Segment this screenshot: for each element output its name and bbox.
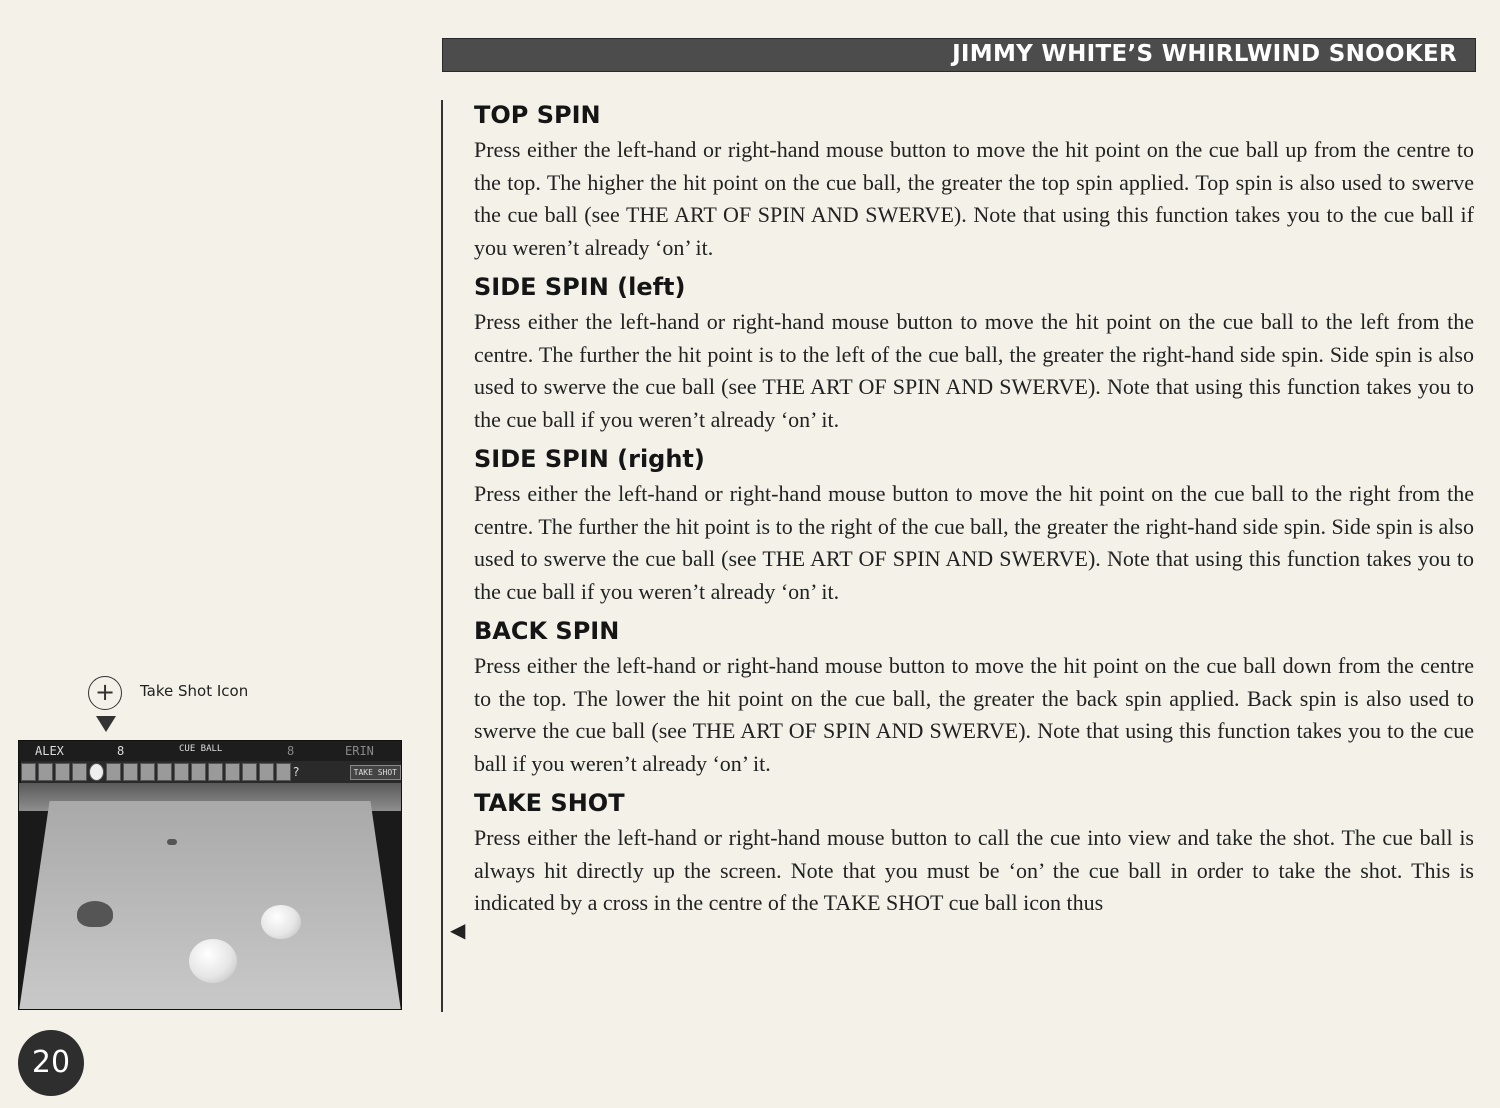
toolbar-icon[interactable] xyxy=(72,763,87,781)
pocket-marker xyxy=(167,839,177,845)
cue-ball xyxy=(189,939,237,983)
help-icon[interactable]: ? xyxy=(293,765,300,779)
toolbar-icon[interactable] xyxy=(191,763,206,781)
section-body-take-shot: Press either the left-hand or right-hand mouse button to call the cue into view and take the shot. The cue ball is always hit directly up the screen. Note that you must be ‘on’ the cue ball in order to take the shot. This is indicated by a cross in the centre of the TAKE SHOT cue ball icon thus xyxy=(474,825,1474,915)
object-ball xyxy=(261,905,301,939)
toolbar-icon[interactable] xyxy=(259,763,274,781)
player-left-name: ALEX xyxy=(35,744,64,758)
toolbar-icon[interactable] xyxy=(123,763,138,781)
toolbar-icon[interactable] xyxy=(38,763,53,781)
icon-toolbar xyxy=(21,761,401,783)
section-body-side-spin-right: Press either the left-hand or right-hand mouse button to move the hit point on the cue ball to the right from the centre. The further the hit point is to the right of the cue ball, the greater the right-hand side spin. Side spin is also used to swerve the cue ball (see THE ART OF SPIN AND SWERVE). Note that using this function takes you to the cue ball if you weren’t already ‘on’ it. xyxy=(474,481,1474,604)
toolbar-icon[interactable] xyxy=(242,763,257,781)
down-arrow-icon xyxy=(96,716,116,732)
section-body-side-spin-left: Press either the left-hand or right-hand mouse button to move the hit point on the cue ball to the left from the centre. The further the hit point is to the left of the cue ball, the greater the right-hand side spin. Side spin is also used to swerve the cue ball (see THE ART OF SPIN AND SWERVE). Note that using this function takes you to the cue ball if you weren’t already ‘on’ it. xyxy=(474,309,1474,432)
player-left-score: 8 xyxy=(117,744,125,758)
toolbar-icon[interactable] xyxy=(21,763,36,781)
section-title-side-spin-left: SIDE SPIN (left) xyxy=(474,273,686,301)
player-right-score: 8 xyxy=(287,744,295,758)
column-divider xyxy=(441,100,443,1012)
instructions-column xyxy=(474,96,1474,924)
mascot-figure xyxy=(77,901,113,927)
figure-caption: Take Shot Icon xyxy=(140,682,249,700)
section-title-top-spin: TOP SPIN xyxy=(474,101,601,129)
page-header-title: JIMMY WHITE’S WHIRLWIND SNOOKER xyxy=(952,41,1457,67)
toolbar-icon[interactable] xyxy=(157,763,172,781)
toolbar-icon[interactable] xyxy=(106,763,121,781)
toolbar-icon[interactable] xyxy=(55,763,70,781)
cue-ball-icon[interactable] xyxy=(89,763,104,781)
section-title-back-spin: BACK SPIN xyxy=(474,617,620,645)
section-body-top-spin: Press either the left-hand or right-hand mouse button to move the hit point on the cue ball up from the centre to the top. The higher the hit point on the cue ball, the greater the top spin applied. Top spin is also used to swerve the cue ball (see THE ART OF SPIN AND SWERVE). Note that using this function takes you to the cue ball if you weren’t already ‘on’ it. xyxy=(474,137,1474,260)
toolbar-icon[interactable] xyxy=(174,763,189,781)
take-shot-button[interactable]: TAKE SHOT xyxy=(350,765,401,780)
player-right-name: ERIN xyxy=(345,744,374,758)
toolbar-icon[interactable] xyxy=(208,763,223,781)
pointer-arrow-icon: ◀ xyxy=(450,918,466,942)
section-body-back-spin: Press either the left-hand or right-hand mouse button to move the hit point on the cue ball down from the centre to the top. The lower the hit point on the cue ball, the greater the back spin applied. Back spin is also used to swerve the cue ball (see THE ART OF SPIN AND SWERVE). Note that using this function takes you to the cue ball if you weren’t already ‘on’ it. xyxy=(474,653,1474,776)
toolbar-icon[interactable] xyxy=(140,763,155,781)
center-label: CUE BALL xyxy=(179,744,223,754)
score-bar xyxy=(19,741,401,761)
header-bar xyxy=(442,38,1476,72)
toolbar-icon[interactable] xyxy=(225,763,240,781)
section-title-side-spin-right: SIDE SPIN (right) xyxy=(474,445,705,473)
section-title-take-shot: TAKE SHOT xyxy=(474,789,625,817)
game-screenshot xyxy=(18,740,402,1010)
toolbar-icon[interactable] xyxy=(276,763,291,781)
take-shot-icon: + xyxy=(88,676,122,710)
page-number: 20 xyxy=(18,1030,84,1096)
